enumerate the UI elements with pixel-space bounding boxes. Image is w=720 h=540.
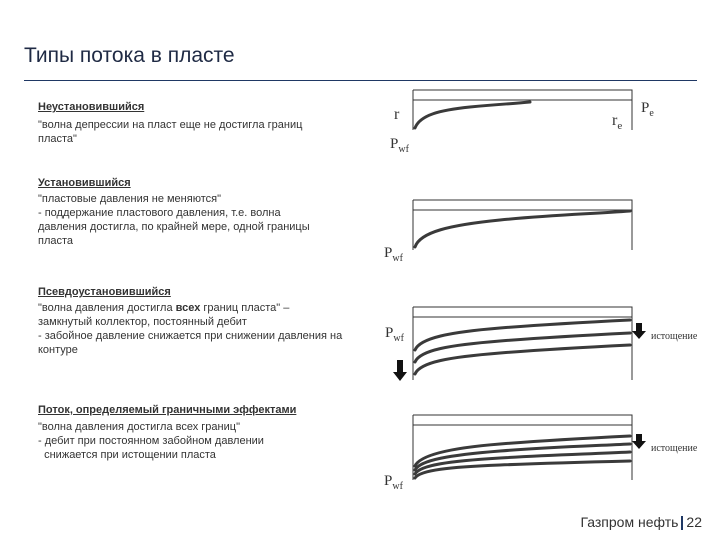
section-heading: Установившийся <box>38 177 131 189</box>
section-line: "волна давления достигла всех границ пласта" – <box>38 302 290 314</box>
section-heading: Поток, определяемый граничными эффектами <box>38 404 297 416</box>
section-line: пласта" <box>38 133 77 145</box>
graph-frame-3 <box>413 307 632 380</box>
pressure-curve-2 <box>415 211 630 247</box>
page-number: 22 <box>686 513 702 530</box>
section-line: "пластовые давления не меняются" <box>38 193 221 205</box>
arrow-down-icon <box>632 434 646 449</box>
label-pwf-2: $P_{wf}$ <box>384 245 403 264</box>
section-line: "волна давления достигла всех границ" <box>38 421 240 433</box>
arrow-down-icon <box>632 323 646 339</box>
label-pe: $P_e$ <box>641 100 654 119</box>
section-line: - забойное давление снижается при снижении давления на <box>38 330 343 342</box>
footer-divider <box>681 516 683 530</box>
section-line: давления достигла, по крайней мере, одной границы <box>38 221 310 233</box>
label-r: r <box>394 106 400 123</box>
company-name: Газпром нефть <box>580 513 679 530</box>
section-line: "волна депрессии на пласт еще не достигла границ <box>38 119 303 131</box>
pressure-curve-3c <box>415 345 630 374</box>
pressure-curve-1 <box>415 102 530 128</box>
section-line: контуре <box>38 344 78 356</box>
section-line: - дебит при постоянном забойном давлении <box>38 435 264 447</box>
label-depletion-2: истощение <box>651 443 698 454</box>
slide-title: Типы потока в пласте <box>24 44 235 67</box>
graph-frame-2 <box>413 200 632 250</box>
arrow-down-icon <box>393 360 407 381</box>
footer <box>580 514 702 530</box>
section-heading: Псевдоустановившийся <box>38 286 171 298</box>
label-pwf-3: $P_{wf}$ <box>385 325 404 344</box>
label-pwf-4: $P_{wf}$ <box>384 473 403 492</box>
section-line: - поддержание пластового давления, т.е. волна <box>38 207 281 219</box>
section-heading: Неустановившийся <box>38 101 145 113</box>
section-line: пласта <box>38 235 74 247</box>
depletion-arrows <box>393 323 646 449</box>
label-pwf-1: $P_{wf}$ <box>390 136 409 155</box>
label-depletion-1: истощение <box>651 331 698 342</box>
section-line: снижается при истощении пласта <box>38 449 216 461</box>
section-line: замкнутый коллектор, постоянный дебит <box>38 316 247 328</box>
label-re: $r_e$ <box>612 112 623 133</box>
